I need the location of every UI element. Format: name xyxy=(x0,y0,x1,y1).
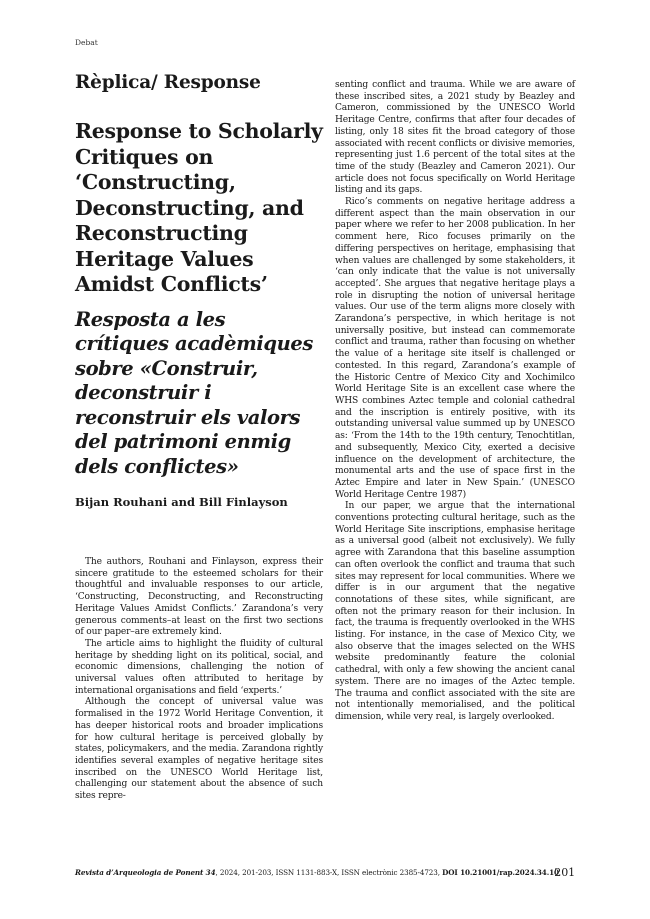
page-number: 201 xyxy=(554,866,575,879)
page-footer xyxy=(75,868,575,877)
paragraph: senting conflict and trauma. While we are aware of these inscribed sites, a 2021 study by Beazley and Cameron, commissioned by the UNESCO World Heritage Centre, confirms that after four decades of listing, only 18 sites fit the broad category of those associated with recent conflicts or divisive memories, representing just 1.6 percent of the total sites at the time of the study (Beazley and Cameron 2021). Our article does not focus specifically on World Heritage listing and its gaps. xyxy=(335,80,575,196)
body-text-left xyxy=(75,557,323,803)
footer-journal: Revista d’Arqueologia de Ponent 34 xyxy=(75,868,216,877)
body-text-right xyxy=(335,80,575,724)
paragraph: The article aims to highlight the fluidity of cultural heritage by shedding light on its political, social, and economic dimensions, challenging the notion of universal values often attributed to heritage by international organisations and field ‘experts.’ xyxy=(75,638,323,696)
paragraph: In our paper, we argue that the international conventions protecting cultural heritage, such as the World Heritage Site inscriptions, emphasise heritage as a universal good (albeit not exclusively). We fully agree with Zarandona that this baseline assumption can often overlook the conflict and trauma that such sites may represent for local communities. Where we differ is in our argument that the negative connotations of these sites, while significant, are often not the primary reason for their inclusion. In fact, the trauma is frequently overlooked in the WHS listing. For instance, in the case of Mexico City, we also observe that the images selected on the WHS website predominantly feature the colonial cathedral, with only a few showing the ancient canal system. There are no images of the Aztec temple. The trauma and conflict associated with the site are not intentionally memorialised, and the political dimension, while very real, is largely overlooked. xyxy=(335,501,575,722)
paragraph: Although the concept of universal value was formalised in the 1972 World Heritage Convention, it has deeper historical roots and broader implications for how cultural heritage is perceived globally by states, policymakers, and the media. Zarandona rightly identifies several examples of negative heritage sites inscribed on the UNESCO World Heritage list, challenging our statement about the absence of such sites repre- xyxy=(75,697,323,802)
section-label: Debat xyxy=(75,38,98,47)
paragraph: The authors, Rouhani and Finlayson, express their sincere gratitude to the esteemed scholars for their thoughtful and invaluable responses to our article, ‘Constructing, Deconstructing, and Reconstructing Heritage Values Amidst Conflicts.’ Zarandona’s very generous comments–at least on the first two sections of our paper–are extremely kind. xyxy=(75,557,323,638)
article-kicker: Rèplica/ Response xyxy=(75,72,261,93)
footer-doi[interactable]: DOI 10.21001/rap.2024.34.10 xyxy=(442,868,559,877)
footer-citation: , 2024, 201-203, ISSN 1131-883-X, ISSN electrònic 2385-4723, xyxy=(215,868,443,877)
article-authors: Bijan Rouhani and Bill Finlayson xyxy=(75,495,288,509)
left-column xyxy=(75,72,323,803)
article-title-english: Response to Scholarly Critiques on ‘Constructing, Deconstructing, and Reconstructing Heritage Values Amidst Conflicts’ xyxy=(75,119,323,296)
paragraph: Rico’s comments on negative heritage address a different aspect than the main observation in our paper where we refer to her 2008 publication. In her comment here, Rico focuses primarily on the differing perspectives on heritage, emphasising that when values are challenged by some stakeholders, it ‘can only indicate that the value is not universally accepted’. She argues that negative heritage plays a role in disrupting the notion of universal heritage values. Our use of the term aligns more closely with Zarandona’s perspective, in which heritage is not universally positive, but instead can commemorate conflict and trauma, rather than focusing on whether the value of a heritage site itself is challenged or contested. In this regard, Zarandona’s example of the Historic Centre of Mexico City and Xochimilco World Heritage Site is an excellent case where the WHS combines Aztec temple and colonial cathedral and the inscription is entirely positive, with its outstanding universal value summed up by UNESCO as: ‘From the 14th to the 19th century, Tenochtitlan, and subsequently, Mexico City, exerted a decisive influence on the development of architecture, the monumental arts and the use of space first in the Aztec Empire and later in New Spain.’ (UNESCO World Heritage Centre 1987) xyxy=(335,197,575,500)
article-title-catalan: Resposta a les crítiques acadèmiques sobre «Construir, deconstruir i reconstruir els valors del patrimoni enmig dels conflictes» xyxy=(75,307,313,478)
